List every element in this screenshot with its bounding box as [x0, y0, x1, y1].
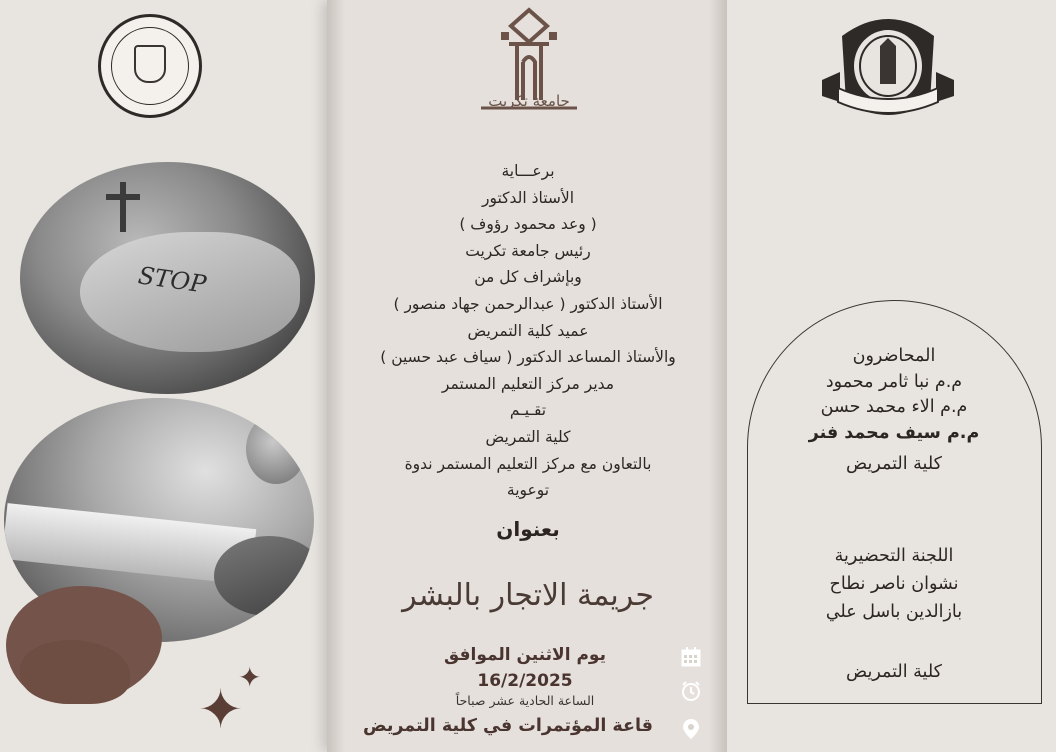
college-of-nursing-seal	[98, 14, 202, 118]
title-label: بعنوان	[496, 517, 560, 541]
technical-institute-seal	[820, 6, 956, 126]
sponsor-line: توعوية	[506, 481, 550, 500]
sponsor-line: برعـــاية	[501, 162, 555, 180]
stop-word: STOP	[136, 261, 208, 299]
lecturers-college: كلية التمريض	[846, 454, 942, 474]
sponsor-line: الأستاذ الدكتور ( عبدالرحمن جهاد منصور )	[393, 294, 663, 313]
committee-college: كلية التمريض	[846, 662, 942, 682]
svg-text:جامعة تكريت: جامعة تكريت	[488, 92, 570, 110]
committee-heading: اللجنة التحضيرية	[834, 546, 954, 566]
seal-emblem	[134, 45, 166, 83]
lecturers-heading: المحاضرون	[852, 346, 936, 366]
child-figure	[246, 414, 306, 484]
sponsor-line: والأستاذ المساعد الدكتور ( سياف عبد حسين )	[380, 348, 676, 367]
schedule-block	[380, 640, 670, 710]
lecturer-name: م.م نبا ثامر محمود	[825, 371, 963, 392]
committee-member: نشوان ناصر نطاح	[829, 574, 959, 594]
stop-hand-photo	[20, 162, 315, 394]
sponsor-line: عميد كلية التمريض	[467, 321, 589, 340]
event-day: يوم الاثنين الموافق	[444, 645, 606, 665]
sponsor-line: رئيس جامعة تكريت	[465, 241, 591, 260]
sponsor-line: مدير مركز التعليم المستمر	[441, 374, 615, 393]
tikrit-university-logo	[471, 4, 587, 114]
location-pin-icon	[680, 718, 702, 740]
sponsor-line: كلية التمريض	[485, 427, 571, 446]
sponsor-line: وبإشراف كل من	[474, 268, 582, 287]
event-time: الساعة الحادية عشر صباحاً	[455, 693, 595, 708]
sponsorship-text	[340, 158, 716, 504]
lecturer-name: م.م سيف محمد فنر	[808, 422, 980, 443]
crucifix-bar	[106, 194, 140, 200]
sponsor-line: تقـيـم	[509, 401, 547, 420]
committee-block	[760, 542, 1028, 626]
event-title: جريمة الاتجار بالبشر	[402, 578, 654, 613]
committee-member: بازالدين باسل علي	[825, 602, 963, 622]
crucifix-shape	[120, 182, 126, 232]
event-date: 16/2/2025	[477, 671, 573, 691]
lecturer-name: م.م الاء محمد حسن	[820, 397, 968, 417]
hand-shape	[214, 536, 314, 616]
sponsor-line: ( وعد محمود رؤوف )	[459, 215, 597, 234]
sparkle-small-icon: ✦	[238, 661, 262, 694]
calendar-icon	[680, 646, 702, 668]
lecturers-block	[760, 344, 1028, 478]
sponsor-line: الأستاذ الدكتور	[481, 188, 575, 207]
event-venue: قاعة المؤتمرات في كلية التمريض	[362, 716, 654, 736]
sparkle-icon: ✦	[198, 678, 244, 741]
alarm-clock-icon	[680, 680, 702, 702]
sponsor-line: بالتعاون مع مركز التعليم المستمر ندوة	[404, 454, 652, 473]
